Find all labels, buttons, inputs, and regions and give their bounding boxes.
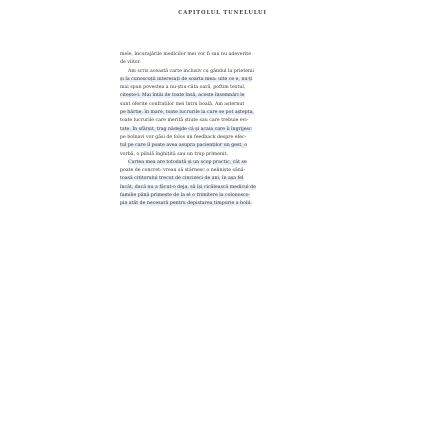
body-text bbox=[120, 51, 320, 209]
highlighted-text: încât, dacă nu a făcut-o deja, să își cicălească medicul de bbox=[120, 184, 256, 190]
text-line: sunt oferite confraților mei întru boală. Am așternut bbox=[120, 101, 245, 107]
text-line bbox=[120, 109, 320, 117]
highlighted-text: familie până primește de la el o trimitere la colonosco- bbox=[120, 193, 251, 199]
running-head: CAPITOLUL TUNELULUI bbox=[178, 10, 267, 16]
text-line bbox=[120, 192, 320, 200]
text-line: pe bolnavi vor găsi de folos un feedback despre efec- bbox=[120, 134, 247, 140]
text-line bbox=[120, 159, 320, 167]
text-line bbox=[120, 76, 320, 84]
text-line: vorbă, o pilulă înghițită sau un trup primenit. bbox=[120, 151, 228, 157]
highlighted-text: pia atât de necesară pentru depistarea timpurie a bolii. bbox=[120, 201, 252, 207]
text-line: poate de concret: vreau să stârnesc o neliniște sănă- bbox=[120, 168, 246, 174]
text-line: de viitor. bbox=[120, 60, 141, 66]
text-line bbox=[120, 92, 320, 100]
highlighted-text: tate. În sfârșit, trag nădejde că și acaia care îi îngrijesc bbox=[120, 126, 252, 132]
text-line: mai spun povestea a nu-știu-câta oară, poftim textul, bbox=[120, 85, 246, 91]
text-line bbox=[120, 184, 320, 192]
highlighted-text: și la cunoscuții interesați de soarta mea: uite ce e, nu-ți bbox=[120, 76, 253, 82]
highlighted-text: pe hârtie, în mare, toate lucrurile la care se pot aștepta, bbox=[120, 110, 254, 116]
text-line: Am scris această carte inclusiv cu gândul la prietenii bbox=[128, 68, 254, 74]
highlighted-text: citește-l. Mai întâi de toate însă, aceste însemnări le bbox=[120, 93, 245, 99]
text-line: mele, încurajările medicilor mei vor fi sau nu adeverite bbox=[120, 52, 251, 57]
text-line: toate lucrurile care merită știute sau care trebuie evi- bbox=[120, 118, 249, 124]
highlighted-text: Cartea mea are totodată și un scop practic, cât se bbox=[128, 159, 247, 165]
highlighted-text: tul pe care îl poate avea asupra pacienților un gest, o bbox=[120, 143, 248, 149]
text-line bbox=[120, 126, 320, 134]
text-line bbox=[120, 175, 320, 183]
text-line bbox=[120, 142, 320, 150]
text-line bbox=[120, 200, 320, 208]
highlighted-text: toasă cititorului trecut de cincizeci de ani, în așa fel bbox=[120, 176, 244, 182]
